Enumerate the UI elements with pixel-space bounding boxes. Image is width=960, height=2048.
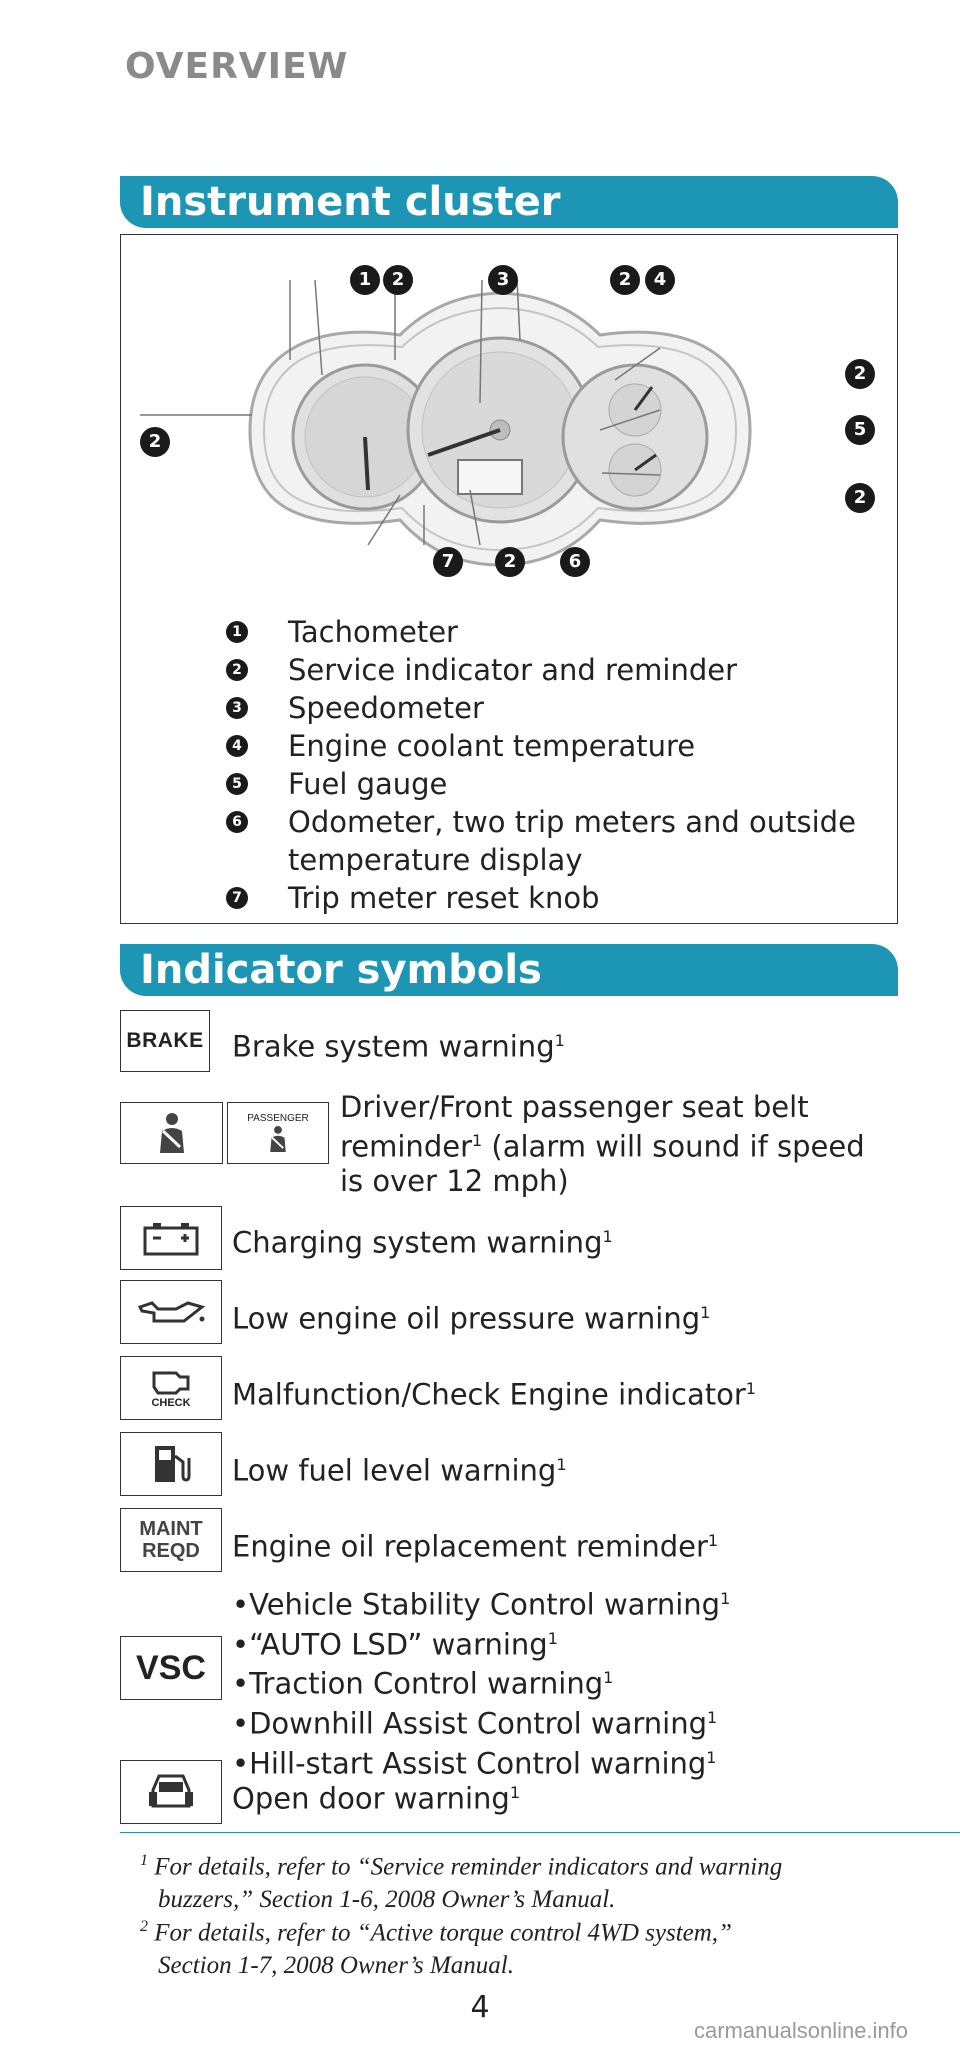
legend-number: 4 — [226, 735, 248, 757]
callout-marker: 2 — [845, 359, 875, 389]
open-door-icon — [120, 1760, 222, 1824]
watermark: carmanualsonline.info — [694, 2018, 909, 2043]
legend-text: Fuel gauge — [288, 767, 448, 801]
callout-marker: 2 — [495, 547, 525, 577]
seatbelt-icon-graphic — [152, 1111, 192, 1155]
instrument-cluster-header: Instrument cluster — [120, 176, 898, 228]
callout-marker: 5 — [845, 415, 875, 445]
check-engine-icon — [120, 1356, 222, 1420]
indicator-text-oil-replacement: Engine oil replacement reminder$^1$ — [232, 1529, 719, 1564]
reqd-label: REQD — [142, 1540, 200, 1562]
callout-marker: 6 — [560, 547, 590, 577]
legend-text: Speedometer — [288, 691, 484, 725]
brake-icon — [120, 1010, 210, 1072]
footnote-divider — [120, 1832, 960, 1833]
indicator-symbols-header: Indicator symbols — [120, 944, 898, 996]
vsc-icon — [120, 1636, 222, 1700]
callout-marker: 3 — [488, 265, 518, 295]
legend-text: Engine coolant temperature — [288, 729, 696, 763]
footnote-2: $^2$ For details, refer to “Active torque control 4WD system,” Section 1-7, 2008 Owner’s Manual. — [140, 1918, 732, 1980]
indicator-text-vsc: •Vehicle Stability Control warning$^1$ •“AUTO LSD” warning$^1$ •Traction Control warning$^1$ •Downhill Assist Control warning$^1$ •Hill-start Assist Control warning$^1$ — [232, 1587, 731, 1781]
indicator-text-brake: Brake system warning$^1$ — [232, 1029, 565, 1064]
seatbelt-icon — [120, 1102, 223, 1164]
legend-text: Service indicator and reminder — [288, 653, 738, 687]
passenger-seatbelt-graphic — [265, 1124, 291, 1154]
indicator-text-oil-pressure: Low engine oil pressure warning$^1$ — [232, 1301, 711, 1336]
callout-marker: 2 — [383, 265, 413, 295]
indicator-text-low-fuel: Low fuel level warning$^1$ — [232, 1453, 567, 1488]
fuel-pump-icon-graphic — [151, 1442, 191, 1486]
oil-can-icon-graphic — [136, 1297, 206, 1327]
callout-marker: 2 — [845, 483, 875, 513]
check-engine-icon-graphic — [146, 1367, 196, 1397]
passenger-seatbelt-icon — [227, 1102, 329, 1164]
battery-icon-graphic — [141, 1220, 201, 1256]
callout-marker: 2 — [610, 265, 640, 295]
legend-number: 2 — [226, 659, 248, 681]
open-door-icon-graphic — [147, 1770, 195, 1814]
legend-text: Tachometer — [288, 615, 458, 649]
indicator-text-check-engine: Malfunction/Check Engine indicator$^1$ — [232, 1377, 756, 1412]
oil-can-icon — [120, 1280, 222, 1344]
legend-text: temperature display — [288, 843, 583, 877]
indicator-text-open-door: Open door warning$^1$ — [232, 1781, 521, 1816]
battery-icon — [120, 1206, 222, 1270]
fuel-pump-icon — [120, 1432, 222, 1496]
passenger-label: PASSENGER — [247, 1112, 309, 1124]
maint-label: MAINT — [139, 1518, 203, 1540]
instrument-cluster-diagram — [140, 265, 880, 595]
callout-marker: 1 — [350, 265, 380, 295]
brake-icon-label: BRAKE — [126, 1029, 204, 1052]
legend-text: Odometer, two trip meters and outside — [288, 805, 856, 839]
callout-marker: 4 — [645, 265, 675, 295]
footnote-1: $^1$ For details, refer to “Service reminder indicators and warning buzzers,” Section 1-6, 2008 Owner’s Manual. — [140, 1852, 783, 1914]
callout-marker: 7 — [433, 547, 463, 577]
legend-number: 1 — [226, 621, 248, 643]
page-number: 4 — [470, 1990, 490, 2025]
page-heading: OVERVIEW — [125, 46, 349, 87]
legend-number: 5 — [226, 773, 248, 795]
legend-number: 6 — [226, 811, 248, 833]
indicator-text-charging: Charging system warning$^1$ — [232, 1225, 613, 1260]
maint-reqd-icon — [120, 1508, 222, 1572]
legend-number: 7 — [226, 887, 248, 909]
legend-number: 3 — [226, 697, 248, 719]
vsc-label: VSC — [136, 1648, 206, 1687]
callout-marker: 2 — [140, 427, 170, 457]
indicator-text-seatbelt: Driver/Front passenger seat belt reminder$^1$ (alarm will sound if speed is over 12 mph) — [340, 1090, 865, 1198]
legend-text: Trip meter reset knob — [288, 881, 600, 915]
odometer-display — [458, 460, 522, 494]
check-label: CHECK — [151, 1397, 191, 1409]
